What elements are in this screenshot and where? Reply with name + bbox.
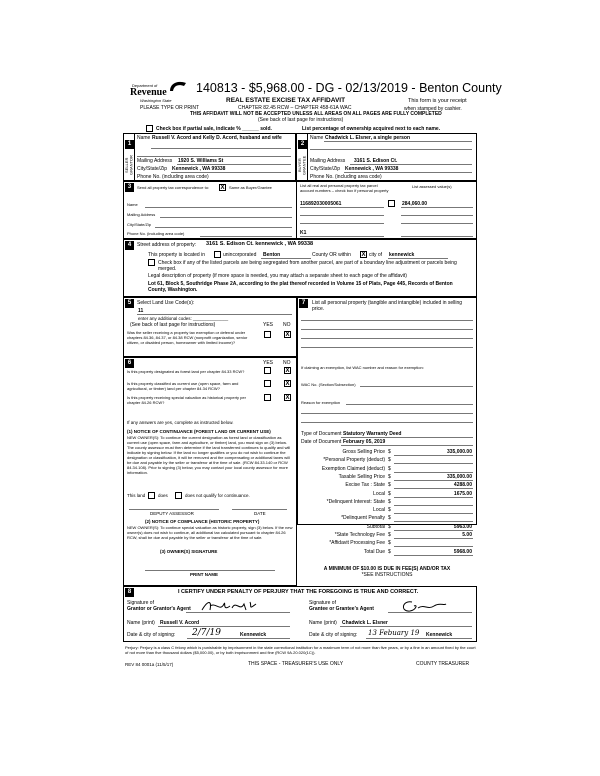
section-6-number: 6 <box>125 359 134 368</box>
city-name: kennewick <box>389 252 415 258</box>
please-print: PLEASE TYPE OR PRINT <box>140 105 200 111</box>
assessor-date-label: DATE <box>254 511 266 516</box>
tax-row-label: *Delinquent Interest: State <box>326 498 385 505</box>
grantee-name-label: Name (print) <box>309 620 337 626</box>
tax-row-label: Total Due <box>363 548 385 555</box>
section-3-number: 3 <box>125 183 134 192</box>
tax-row-value: 5963.00 <box>453 523 472 530</box>
sec5-see-back: (See back of last page for instructions) <box>130 322 216 328</box>
logo-state: Washington State <box>140 98 172 103</box>
tax-row-label: Gross Selling Price <box>342 449 385 455</box>
tax-row-dollar: $ <box>388 498 391 505</box>
chapter-ref: CHAPTER 82.45 RCW – CHAPTER 458-61A WAC <box>238 105 352 111</box>
historic-no-checkbox[interactable]: X <box>285 395 290 401</box>
logo-dept: Department of <box>132 83 158 88</box>
tax-row-dollar: $ <box>388 540 391 547</box>
tax-row-dollar: $ <box>388 457 391 464</box>
tax-row-dollar: $ <box>388 548 391 555</box>
exempt-no-checkbox[interactable]: X <box>285 332 290 338</box>
doc-date-label: Date of Document <box>301 439 342 445</box>
tax-row-label: Local <box>373 490 385 497</box>
street-address: 3161 S. Edison Ct. kennewick , WA 99338 <box>206 241 314 247</box>
unincorporated-checkbox[interactable] <box>214 251 221 258</box>
wac-number-label: WAC No. (Section/Subsection) <box>301 382 356 387</box>
doc-type-label: Type of Document <box>301 431 342 437</box>
buyer-name: Chadwick L. Elsner, a single person <box>325 135 411 141</box>
sec3-phone-label: Phone No. (including area code) <box>127 231 185 236</box>
buyer-mail: 3161 S. Edison Ct. <box>354 158 398 164</box>
partial-sale-checkbox[interactable] <box>146 125 153 132</box>
forest-yes-checkbox[interactable] <box>264 367 271 374</box>
seller-side-label: SELLER GRANTOR <box>124 155 134 175</box>
current-use-no-checkbox[interactable]: X <box>285 381 290 387</box>
section-7-number: 7 <box>299 299 308 308</box>
buyer-city: Kennewick , WA 99338 <box>345 166 399 172</box>
sec6-yes: YES <box>263 360 274 366</box>
tax-row-dollar: $ <box>388 490 391 497</box>
logo-swoosh-icon <box>168 79 188 93</box>
certify-statement: I CERTIFY UNDER PENALTY OF PERJURY THAT THE FOREGOING IS TRUE AND CORRECT. <box>178 589 419 595</box>
doc-date: February 05, 2019 <box>343 439 386 445</box>
assessed-value: 284,060.00 <box>402 201 428 207</box>
tax-row-dollar: $ <box>388 473 391 480</box>
not-accepted: THIS AFFIDAVIT WILL NOT BE ACCEPTED UNLESS ALL AREAS ON ALL PAGES ARE FULLY COMPLETED <box>190 111 442 117</box>
form-revision: REV 84 0001a (11/5/17) <box>125 662 174 667</box>
recording-stamp: 140813 - $5,968.00 - DG - 02/13/2019 - Benton County <box>196 81 502 95</box>
tax-row-label: *Delinquent Penalty <box>341 515 385 522</box>
buyer-mail-label: Mailing Address <box>310 158 346 164</box>
same-as-buyer-checkbox[interactable]: X <box>220 185 225 191</box>
tax-row-label: Subtotal <box>366 523 385 530</box>
personal-property-checkbox[interactable] <box>388 200 395 207</box>
tax-row-value: 5968.00 <box>453 548 472 555</box>
tax-row-dollar: $ <box>388 532 391 538</box>
seller-mail: 1920 S. Williams St <box>178 158 224 164</box>
tax-row-label: *State Technology Fee <box>334 532 385 538</box>
tax-row-dollar: $ <box>388 523 391 530</box>
tax-row-dollar: $ <box>388 515 391 522</box>
street-address-label: Street address of property: <box>137 242 197 248</box>
segregated-label: Check box if any of the listed parcels are being segregated from another parcel, are part of a boundary line adjustment or parcels being merged. <box>158 260 457 272</box>
doc-type: Statutory Warranty Deed <box>343 431 402 437</box>
deputy-assessor-label: DEPUTY ASSESSOR <box>150 511 194 516</box>
grantor-city: Kennewick <box>240 632 267 638</box>
notice-continuance-text: NEW OWNER(S): To continue the current designation as forest land or classification as current use (open space, farm and agriculture, or timber) land, you must sign on (3) below. The county assessor must then determine if the land transferred continues to qualify and will indicate by signing below. If the land no longer qualifies or you do not wish to continue the designation or classification, it will be removed and the compensating or additional taxes will be due and payable by the seller or transferor at the time of sale. (RCW 84.33.140 or RCW 84.34.108). Prior to signing (3) below, you may contact your local county assessor for more information. <box>127 435 291 475</box>
tax-row-label: Taxable Selling Price <box>338 473 385 480</box>
print-name-label: PRINT NAME <box>190 572 218 577</box>
tax-row-label: Exemption Claimed (deduct) <box>321 465 385 472</box>
section-1-number: 1 <box>125 140 134 149</box>
grantee-sig-label: Signature of <box>309 600 336 606</box>
buyer-side-label: BUYER GRANTEE <box>297 155 307 175</box>
seller-city: Kennewick , WA 99338 <box>172 166 226 172</box>
sec3-city-label: City/State/Zip <box>127 222 152 227</box>
tax-row-label: *Personal Property (deduct) <box>323 457 385 464</box>
grantor-name-label: Name (print) <box>127 620 155 626</box>
forest-no-checkbox[interactable]: X <box>285 368 290 374</box>
notice-compliance-title: (2) NOTICE OF COMPLIANCE (HISTORIC PROPERTY) <box>145 519 260 524</box>
tax-row-value: 335,000.00 <box>446 449 472 455</box>
city-of-label: city of <box>369 252 383 258</box>
current-use-yes-checkbox[interactable] <box>264 380 271 387</box>
tax-row-value: 335,000.00 <box>446 473 472 480</box>
grantor-date: 2/7/19 <box>192 628 221 638</box>
section-8-number: 8 <box>125 588 134 597</box>
parcel-number-2: K1 <box>300 230 307 236</box>
section-5-number: 5 <box>125 299 134 308</box>
see-back: (See back of last page for instructions) <box>258 117 344 123</box>
legal-desc-label: Legal description of property (if more space is needed, you may attach a separate sheet to each page of the affidavit) <box>148 273 407 279</box>
grantee-city: Kennewick <box>426 632 453 638</box>
sec5-no: NO <box>283 322 291 328</box>
tax-row-value: 4288.00 <box>453 482 472 489</box>
if-any-yes: If any answers are yes, complete as instructed below. <box>127 420 234 425</box>
county-or-label: County OR within <box>312 252 351 258</box>
this-land-label: This land <box>127 493 146 498</box>
within-city-checkbox[interactable]: X <box>361 252 366 258</box>
does-checkbox[interactable] <box>148 492 155 499</box>
historic-yes-checkbox[interactable] <box>264 394 271 401</box>
does-not-label: does not qualify for continuance. <box>185 493 250 498</box>
notice-compliance-text: NEW OWNER(S): To continue special valuation as historic property, sign (3) below. If the new owner(s) does not wish to continue, all additional tax calculated pursuant to chapter 84.26 RCW, shall be due and payable by the seller or transferor at the time of sale. <box>127 525 293 540</box>
assessed-label: List assessed value(s) <box>412 184 452 189</box>
tax-row-dollar: $ <box>388 482 391 489</box>
tax-row-value: 1675.00 <box>453 490 472 497</box>
tax-row-label: *Affidavit Processing Fee <box>329 540 385 547</box>
does-label: does <box>158 493 168 498</box>
parcel-list-label: List all real and personal property tax parcel account numbers – check box if personal property <box>300 183 389 193</box>
grantor-sig-label: Signature of <box>127 600 154 606</box>
exemption-question: Was the seller receiving a property tax exemption or deferral under chapters 84.36, 84.37, or 84.38 RCW (nonprofit organization, senior citizen, or disabled person, homeowner with limited income)? <box>127 330 248 345</box>
legal-description: Lot 61, Block 5, Southridge Phase 2A, according to the plat thereof recorded in Volume 15 of Plats, Page 445, Records of Benton County, Washington. <box>148 281 453 293</box>
grantee-date: 13 Febuary 19 <box>368 629 420 637</box>
exempt-yes-checkbox[interactable] <box>264 331 271 338</box>
tax-row-dollar: $ <box>388 507 391 514</box>
tax-row-label: Excise Tax : State <box>345 482 385 489</box>
tax-row-value: 5.00 <box>462 532 472 538</box>
buyer-name-label: Name <box>310 135 324 141</box>
same-as-buyer-label: Same as Buyer/Grantee <box>229 185 272 190</box>
grantor-agent-label: Grantor or Grantor's Agent <box>127 606 191 612</box>
see-instructions: *SEE INSTRUCTIONS <box>361 572 413 578</box>
section-4-number: 4 <box>125 241 134 250</box>
parcel-number: 116892030005061 <box>300 201 342 207</box>
section-2-number: 2 <box>298 140 307 149</box>
partial-sale-label: Check box if partial sale, indicate % ______ sold. <box>156 126 272 132</box>
seller-mail-label: Mailing Address <box>137 158 173 164</box>
send-correspondence-label: Send all property tax correspondence to: <box>137 185 210 190</box>
revenue-logo <box>130 79 190 105</box>
receipt-note: This form is your receipt <box>408 98 467 104</box>
tax-row-label: Local <box>373 507 385 514</box>
sec6-no: NO <box>283 360 291 366</box>
pct-ownership: List percentage of ownership acquired next to each name. <box>302 126 441 132</box>
treasurer-space: THIS SPACE - TREASURER'S USE ONLY <box>248 661 344 667</box>
perjury-notice: Perjury: Perjury is a class C felony which is punishable by imprisonment in the state correctional institution for a maximum term of not more than five years, or by a fine in an amount fixed by the court of not more than five thousand dollars ($5,000.00), or by both imprisonment and fine (RCW 9A.20.020(1C)). <box>125 645 476 655</box>
seller-name-label: Name <box>137 135 151 141</box>
cashier-note: when stamped by cashier. <box>404 106 462 112</box>
seller-city-label: City/State/Zip <box>137 166 168 172</box>
minimum-due: A MINIMUM OF $10.00 IS DUE IN FEE(S) AND/OR TAX <box>323 566 451 572</box>
owner-signature-label: (3) OWNER(S) SIGNATURE <box>160 549 218 554</box>
tax-row-dollar: $ <box>388 465 391 472</box>
grantee-date-label: Date & city of signing: <box>309 632 358 638</box>
grantor-printed-name: Russell V. Acord <box>160 620 200 626</box>
segregated-checkbox[interactable] <box>148 259 155 266</box>
current-use-question: Is this property classified as current use (open space, farm and agricultural, or timber) land per chapter 84.34 RCW? <box>127 381 239 391</box>
tax-row-dollar: $ <box>388 449 391 455</box>
county-treasurer: COUNTY TREASURER <box>416 661 470 667</box>
reason-label: Reason for exemption <box>301 400 341 405</box>
additional-codes: enter any additional codes: ______________ <box>138 316 229 321</box>
sec5-yes: YES <box>263 322 274 328</box>
grantee-agent-label: Grantee or Grantee's Agent <box>309 606 374 612</box>
historic-question: Is this property receiving special valuation as historical property per chapter 84.26 RCW? <box>127 395 246 405</box>
personal-property-label: List all personal property (tangible and intangible) included in selling price. <box>312 300 463 312</box>
form-title: REAL ESTATE EXCISE TAX AFFIDAVIT <box>226 97 346 104</box>
sec3-mail-label: Mailing Address <box>127 212 156 217</box>
seller-phone-label: Phone No. (including area code) <box>137 174 209 180</box>
grantee-printed-name: Chadwick L. Elsner <box>342 620 388 626</box>
land-use-code: 11 <box>138 308 144 314</box>
county-name: Benton <box>263 252 281 258</box>
buyer-city-label: City/State/Zip <box>310 166 341 172</box>
unincorporated-label: unincorporated <box>223 252 257 258</box>
grantor-date-label: Date & city of signing: <box>127 632 176 638</box>
buyer-phone-label: Phone No. (including area code) <box>310 174 382 180</box>
notice-continuance-title: (1) NOTICE OF CONTINUANCE (FOREST LAND OR CURRENT USE) <box>127 429 271 434</box>
located-in-label: This property is located in <box>148 252 205 258</box>
logo-word: Revenue <box>130 87 167 98</box>
forest-land-question: Is this property designated as forest land per chapter 84.33 RCW? <box>127 369 245 374</box>
land-use-label: Select Land Use Code(s): <box>137 300 195 306</box>
does-not-checkbox[interactable] <box>175 492 182 499</box>
claim-exemption-label: If claiming an exemption, list WAC number and reason for exemption: <box>301 365 424 370</box>
sec3-name-label: Name <box>127 202 138 207</box>
seller-name: Russell V. Acord and Kelly D. Acord, husband and wife <box>152 135 282 141</box>
